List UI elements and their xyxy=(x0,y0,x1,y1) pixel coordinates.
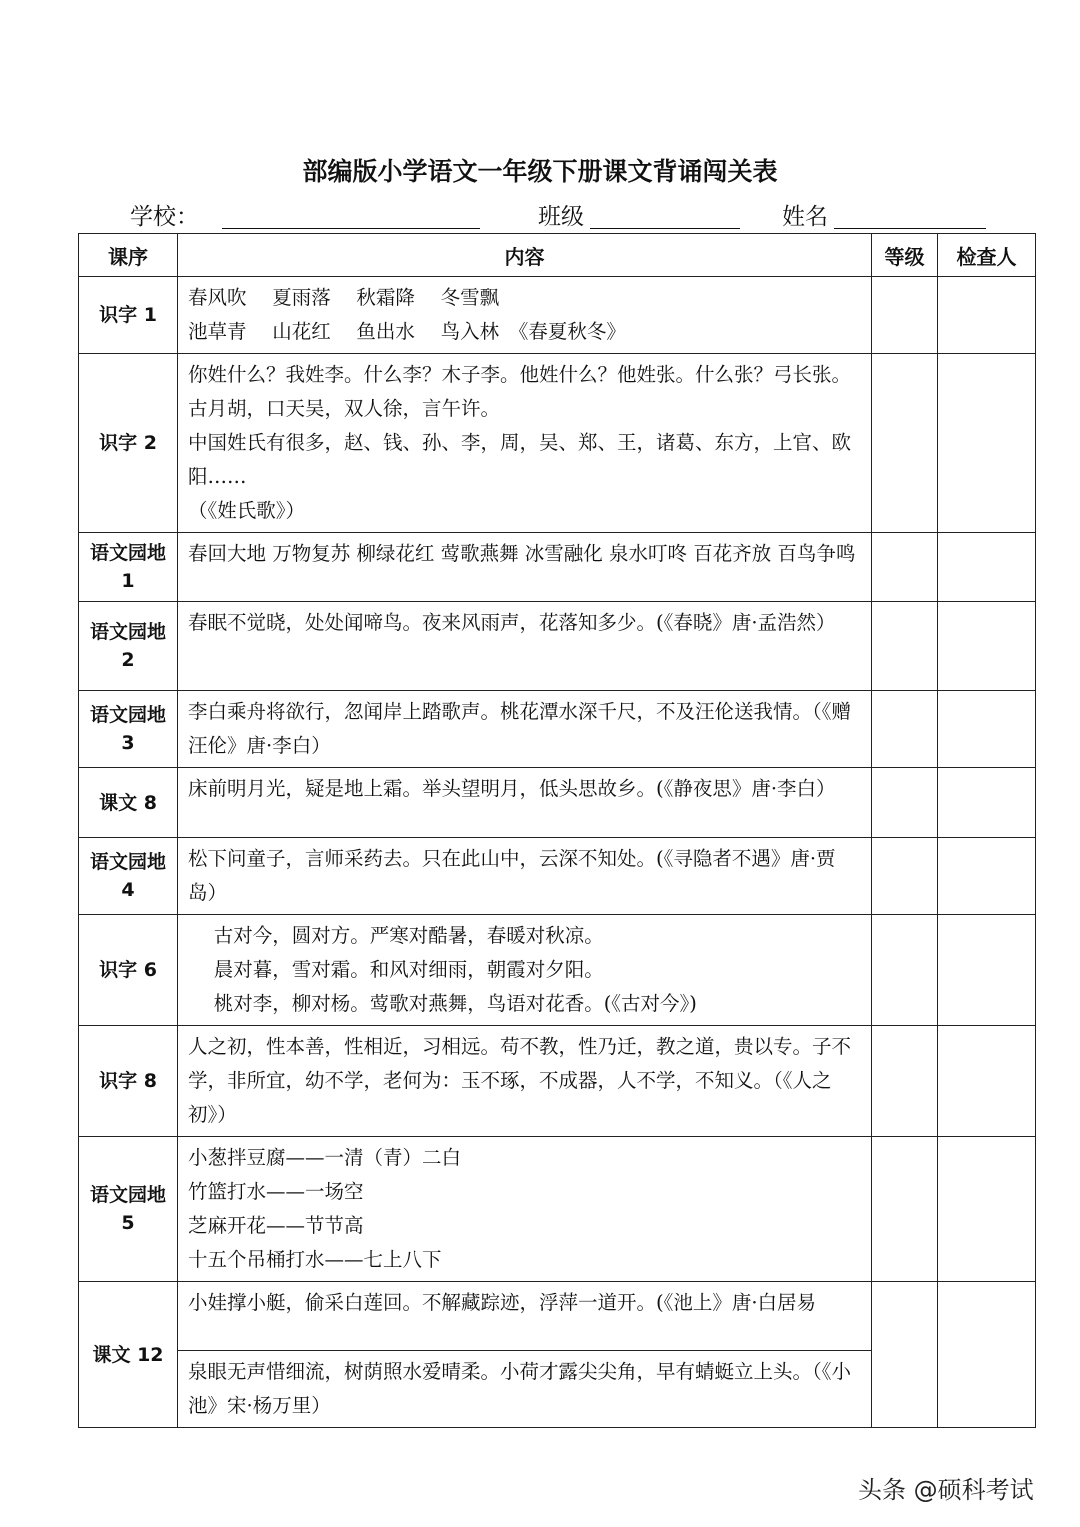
checker-cell[interactable] xyxy=(938,1026,1036,1137)
grade-cell[interactable] xyxy=(872,277,938,354)
table-row xyxy=(79,768,1036,838)
header-grade: 等级 xyxy=(872,234,938,277)
name-label: 姓名 xyxy=(782,204,828,230)
table-row xyxy=(79,915,1036,1026)
lesson-cell: 识字 1 xyxy=(79,277,178,354)
grade-cell[interactable] xyxy=(872,602,938,691)
grade-cell[interactable] xyxy=(872,354,938,533)
recitation-table xyxy=(78,233,1036,1428)
table-row xyxy=(79,691,1036,768)
content-cell: 李白乘舟将欲行，忽闻岸上踏歌声。桃花潭水深千尺，不及汪伦送我情。（《赠汪伦》唐·李白） xyxy=(178,691,872,768)
lesson-cell: 课文 12 xyxy=(79,1282,178,1428)
table-row xyxy=(79,354,1036,533)
lesson-cell: 识字 8 xyxy=(79,1026,178,1137)
grade-cell[interactable] xyxy=(872,691,938,768)
checker-cell[interactable] xyxy=(938,354,1036,533)
grade-cell[interactable] xyxy=(872,768,938,838)
content-cell: 小娃撑小艇，偷采白莲回。不解藏踪迹，浮萍一道开。(《池上》唐·白居易 xyxy=(178,1282,872,1351)
table-header-row xyxy=(79,234,1036,277)
table-row xyxy=(79,1137,1036,1282)
class-blank[interactable] xyxy=(590,228,740,229)
header-content: 内容 xyxy=(178,234,872,277)
content-cell: 人之初，性本善，性相近，习相远。苟不教，性乃迁，教之道，贵以专。子不学，非所宜，幼不学，老何为：玉不琢，不成器，人不学，不知义。（《人之初》） xyxy=(178,1026,872,1137)
school-blank[interactable] xyxy=(222,228,480,229)
lesson-cell: 语文园地 2 xyxy=(79,602,178,691)
content-cell: 春回大地 万物复苏 柳绿花红 莺歌燕舞 冰雪融化 泉水叮咚 百花齐放 百鸟争鸣 xyxy=(178,533,872,602)
table-row xyxy=(79,838,1036,915)
content-cell: 春眠不觉晓，处处闻啼鸟。夜来风雨声，花落知多少。(《春晓》唐·孟浩然） xyxy=(178,602,872,691)
school-label: 学校： xyxy=(130,204,199,230)
checker-cell[interactable] xyxy=(938,915,1036,1026)
table-row xyxy=(79,1026,1036,1137)
lesson-cell: 语文园地 5 xyxy=(79,1137,178,1282)
lesson-cell: 课文 8 xyxy=(79,768,178,838)
header-lesson: 课序 xyxy=(79,234,178,277)
lesson-cell: 语文园地 4 xyxy=(79,838,178,915)
grade-cell[interactable] xyxy=(872,1137,938,1282)
checker-cell[interactable] xyxy=(938,1282,1036,1428)
content-cell: 小葱拌豆腐——一清（青）二白 竹篮打水——一场空 芝麻开花——节节高 十五个吊桶打水——七上八下 xyxy=(178,1137,872,1282)
header-checker: 检查人 xyxy=(938,234,1036,277)
content-cell: 床前明月光，疑是地上霜。举头望明月，低头思故乡。(《静夜思》唐·李白） xyxy=(178,768,872,838)
table-row xyxy=(79,277,1036,354)
checker-cell[interactable] xyxy=(938,533,1036,602)
checker-cell[interactable] xyxy=(938,1137,1036,1282)
page-title: 部编版小学语文一年级下册课文背诵闯关表 xyxy=(302,157,778,186)
content-cell: 泉眼无声惜细流，树荫照水爱晴柔。小荷才露尖尖角，早有蜻蜓立上头。（《小池》宋·杨万里） xyxy=(178,1351,872,1428)
content-cell: 春风吹 夏雨落 秋霜降 冬雪飘 池草青 山花红 鱼出水 鸟入林 《春夏秋冬》 xyxy=(178,277,872,354)
grade-cell[interactable] xyxy=(872,838,938,915)
watermark: 头条 @硕科考试 xyxy=(858,1476,1034,1504)
content-cell: 古对今，圆对方。严寒对酷暑，春暖对秋凉。 晨对暮，雪对霜。和风对细雨，朝霞对夕阳。 桃对李，柳对杨。莺歌对燕舞，鸟语对花香。(《古对今》) xyxy=(178,915,872,1026)
checker-cell[interactable] xyxy=(938,602,1036,691)
checker-cell[interactable] xyxy=(938,838,1036,915)
lesson-cell: 识字 2 xyxy=(79,354,178,533)
grade-cell[interactable] xyxy=(872,915,938,1026)
table-row xyxy=(79,533,1036,602)
table-row xyxy=(79,1282,1036,1351)
content-cell: 你姓什么？我姓李。什么李？木子李。他姓什么？他姓张。什么张？弓长张。古月胡，口天吴，双人徐，言午许。 中国姓氏有很多，赵、钱、孙、李，周，吴、郑、王，诸葛、东方，上官、欧阳…… （《姓氏歌》） xyxy=(178,354,872,533)
content-cell: 松下问童子，言师采药去。只在此山中，云深不知处。(《寻隐者不遇》唐·贾岛） xyxy=(178,838,872,915)
name-blank[interactable] xyxy=(834,228,986,229)
lesson-cell: 识字 6 xyxy=(79,915,178,1026)
checker-cell[interactable] xyxy=(938,277,1036,354)
header-fields xyxy=(130,198,1000,232)
grade-cell[interactable] xyxy=(872,533,938,602)
lesson-cell: 语文园地 3 xyxy=(79,691,178,768)
class-label: 班级 xyxy=(538,204,584,230)
grade-cell[interactable] xyxy=(872,1026,938,1137)
lesson-cell: 语文园地 1 xyxy=(79,533,178,602)
table-row xyxy=(79,602,1036,691)
grade-cell[interactable] xyxy=(872,1282,938,1428)
checker-cell[interactable] xyxy=(938,768,1036,838)
checker-cell[interactable] xyxy=(938,691,1036,768)
